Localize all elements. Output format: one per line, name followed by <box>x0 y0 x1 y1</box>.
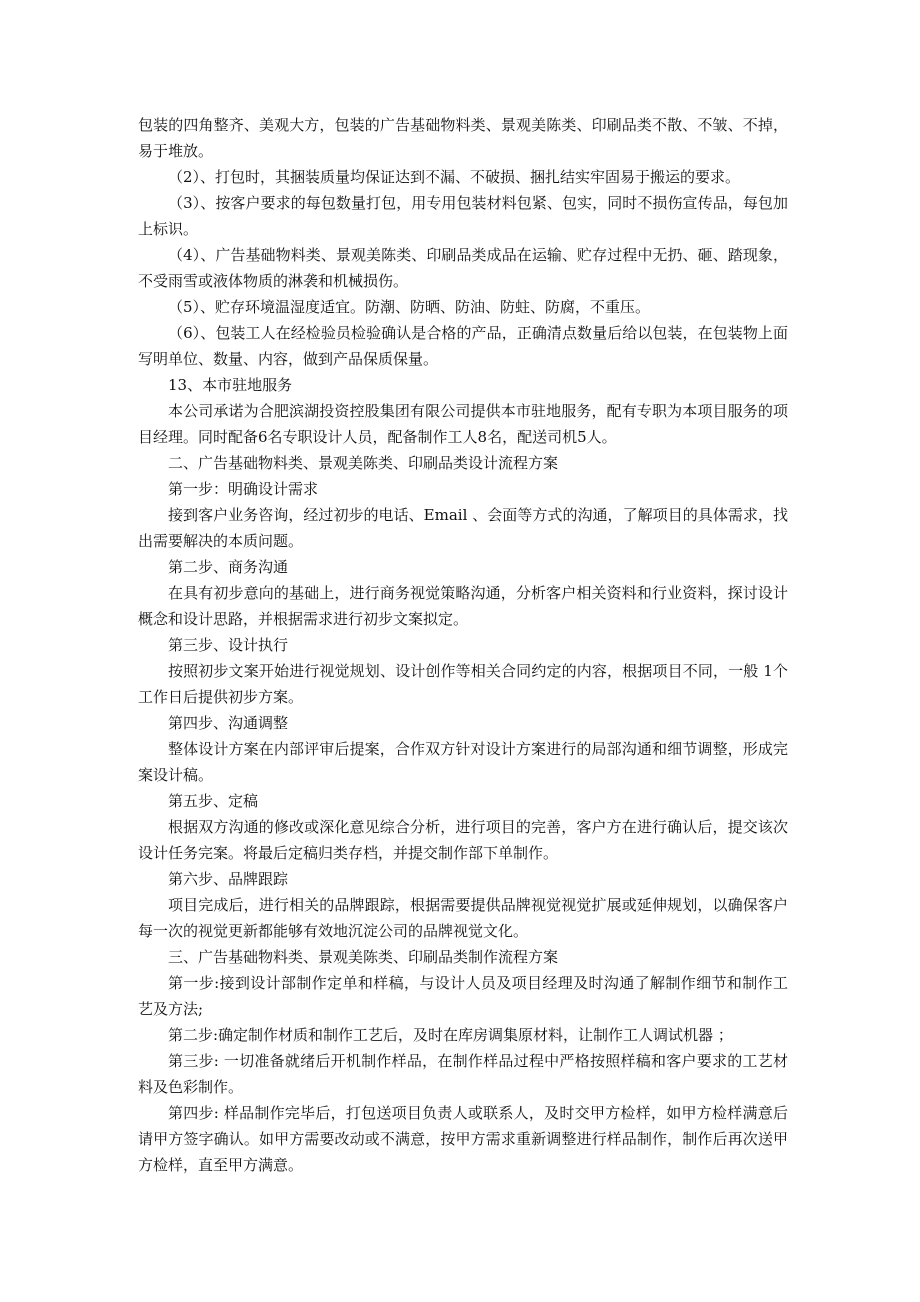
section-heading: 三、广告基础物料类、景观美陈类、印刷品类制作流程方案 <box>168 948 559 966</box>
paragraph: 第四步: 样品制作完毕后，打包送项目负责人或联系人，及时交甲方检样，如甲方检样满意后请甲方签字确认。如甲方需要改动或不满意，按甲方需求重新调整进行样品制作，制作后再次送甲方检样，直至甲方满意。 <box>138 1104 788 1174</box>
paragraph: 在具有初步意向的基础上，进行商务视觉策略沟通，分析客户相关资料和行业资料，探讨设计概念和设计思路，并根据需求进行初步文案拟定。 <box>138 584 788 628</box>
paragraph: （4）、广告基础物料类、景观美陈类、印刷品类成品在运输、贮存过程中无扔、砸、踏现象，不受雨雪或液体物质的淋袭和机械损伤。 <box>138 246 788 290</box>
paragraph: （2）、打包时，其捆装质量均保证达到不漏、不破损、捆扎结实牢固易于搬运的要求。 <box>168 168 741 186</box>
step-heading: 第六步、品牌跟踪 <box>168 870 289 888</box>
paragraph: 整体设计方案在内部评审后提案，合作双方针对设计方案进行的局部沟通和细节调整，形成完案设计稿。 <box>138 740 788 784</box>
section-heading: 二、广告基础物料类、景观美陈类、印刷品类设计流程方案 <box>168 454 559 472</box>
paragraph: 第三步: 一切准备就绪后开机制作样品，在制作样品过程中严格按照样稿和客户要求的工艺材料及色彩制作。 <box>138 1052 788 1096</box>
step-heading: 第二步、商务沟通 <box>168 558 289 576</box>
document-page <box>138 112 788 1178</box>
paragraph: 接到客户业务咨询，经过初步的电话、Email 、会面等方式的沟通，了解项目的具体需求，找出需要解决的本质问题。 <box>138 506 788 550</box>
paragraph: 第一步:接到设计部制作定单和样稿，与设计人员及项目经理及时沟通了解制作细节和制作工艺及方法; <box>138 974 788 1018</box>
paragraph: （6）、包装工人在经检验员检验确认是合格的产品，正确清点数量后给以包装，在包装物上面写明单位、数量、内容，做到产品保质保量。 <box>138 324 788 368</box>
paragraph: （3）、按客户要求的每包数量打包，用专用包装材料包紧、包实，同时不损伤宣传品，每包加上标识。 <box>138 194 788 238</box>
step-heading: 第一步：明确设计需求 <box>168 480 319 498</box>
step-heading: 第三步、设计执行 <box>168 636 289 654</box>
paragraph: （5）、贮存环境温湿度适宜。防潮、防晒、防油、防蛀、防腐，不重压。 <box>168 298 651 316</box>
section-heading: 13、本市驻地服务 <box>168 376 293 394</box>
step-heading: 第四步、沟通调整 <box>168 714 289 732</box>
paragraph: 包装的四角整齐、美观大方，包装的广告基础物料类、景观美陈类、印刷品类不散、不皱、不掉，易于堆放。 <box>138 116 788 160</box>
step-heading: 第五步、定稿 <box>168 792 259 810</box>
paragraph: 第二步:确定制作材质和制作工艺后，及时在库房调集原材料，让制作工人调试机器 ； <box>168 1026 733 1044</box>
paragraph: 本公司承诺为合肥滨湖投资控股集团有限公司提供本市驻地服务，配有专职为本项目服务的项目经理。同时配备6名专职设计人员，配备制作工人8名，配送司机5人。 <box>138 402 788 446</box>
paragraph: 根据双方沟通的修改或深化意见综合分析，进行项目的完善，客户方在进行确认后，提交该次设计任务完案。将最后定稿归类存档，并提交制作部下单制作。 <box>138 818 788 862</box>
paragraph: 项目完成后，进行相关的品牌跟踪，根据需要提供品牌视觉视觉扩展或延伸规划，以确保客户每一次的视觉更新都能够有效地沉淀公司的品牌视觉文化。 <box>138 896 788 940</box>
paragraph: 按照初步文案开始进行视觉规划、设计创作等相关合同约定的内容，根据项目不同，一般 1个工作日后提供初步方案。 <box>138 662 788 706</box>
